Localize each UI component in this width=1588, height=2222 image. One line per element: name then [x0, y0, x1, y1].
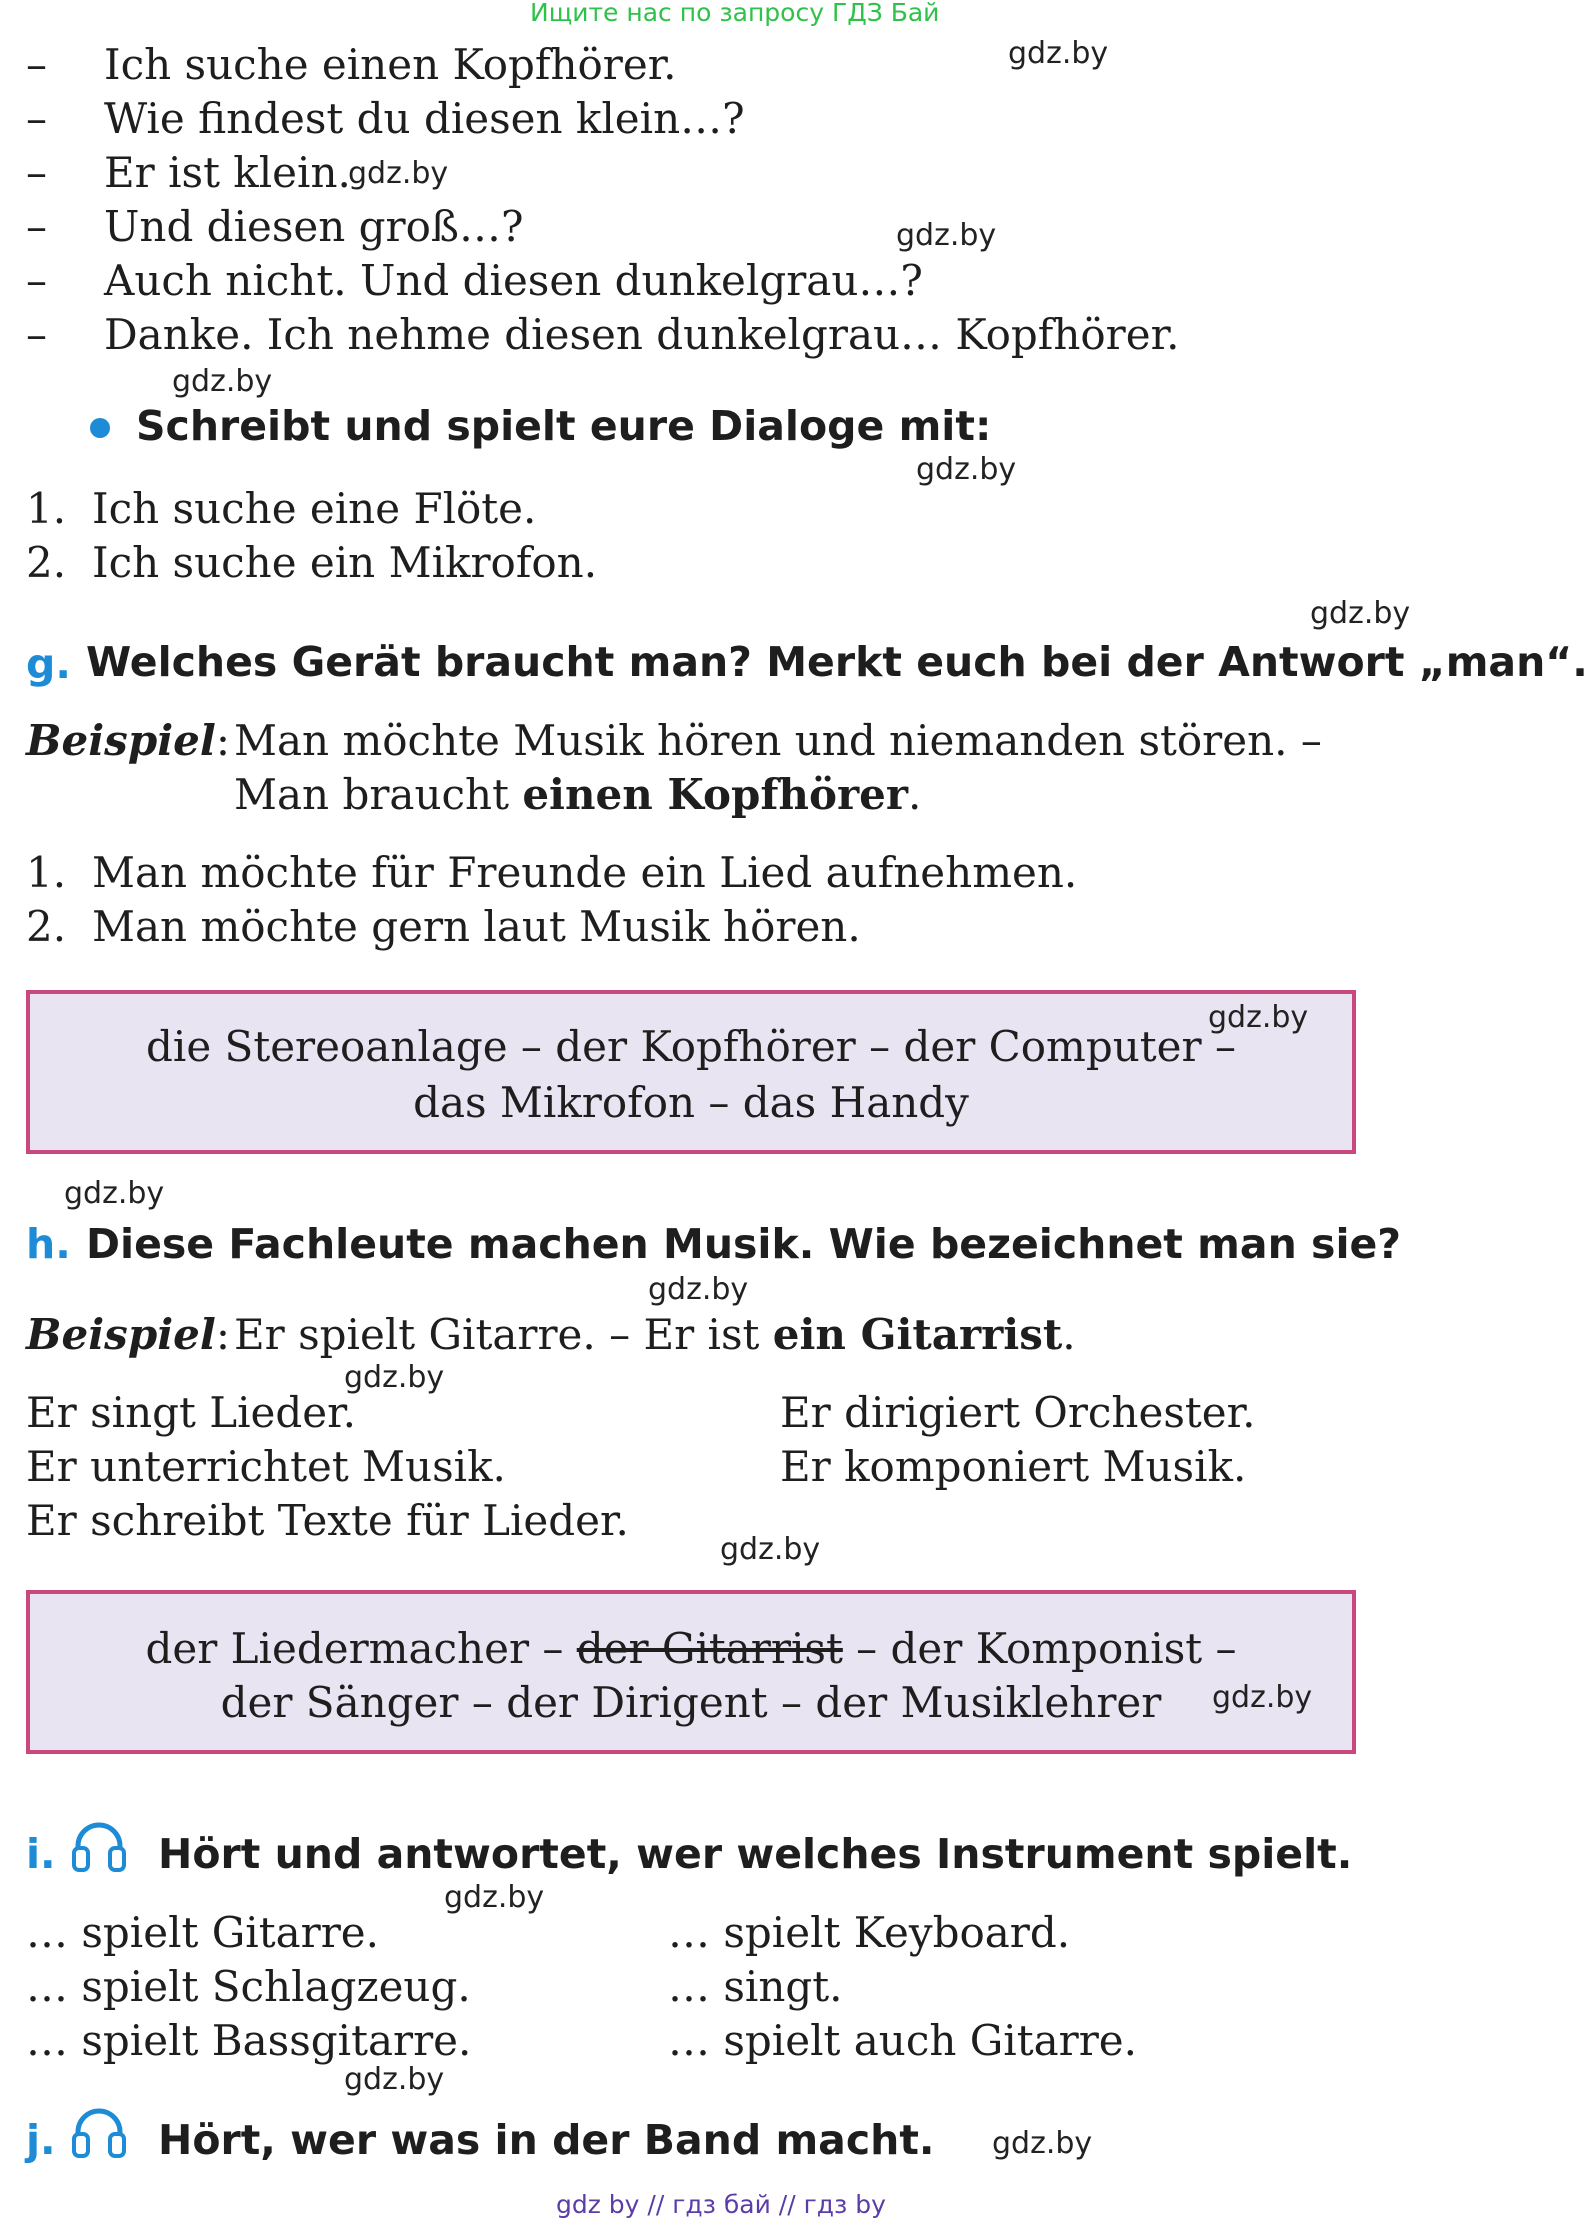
watermark: gdz.by	[172, 364, 273, 399]
example: Beispiel:	[26, 1310, 230, 1359]
word-box-line: die Stereoanlage – der Kopfhörer – der Computer –	[146, 1022, 1236, 1071]
watermark: gdz.by	[344, 1360, 445, 1395]
list-item: 2. Man möchte gern laut Musik hören.	[26, 902, 861, 951]
list-item: 1. Man möchte für Freunde ein Lied aufnehmen.	[26, 848, 1078, 897]
word-box-line: der Liedermacher – der Gitarrist – der Komponist –	[145, 1624, 1237, 1673]
task-heading: Schreibt und spielt eure Dialoge mit:	[136, 402, 992, 450]
list-item: … singt.	[668, 1962, 843, 2011]
watermark: gdz.by	[992, 2126, 1093, 2161]
list-item: … spielt auch Gitarre.	[668, 2016, 1138, 2065]
list-item: … spielt Gitarre.	[26, 1908, 380, 1957]
dialog-line	[26, 202, 524, 251]
section-h-heading: Diese Fachleute machen Musik. Wie bezeichnet man sie?	[86, 1220, 1402, 1268]
watermark: gdz.by	[648, 1272, 749, 1307]
list-item: 2. Ich suche ein Mikrofon.	[26, 538, 598, 587]
watermark: gdz.by	[444, 1880, 545, 1915]
section-i-heading: Hört und antwortet, wer welches Instrument spielt.	[158, 1830, 1353, 1878]
watermark: gdz.by	[916, 452, 1017, 487]
section-j-heading: Hört, wer was in der Band macht.	[158, 2116, 935, 2164]
dialog-text: Und diesen groß…?	[104, 202, 524, 251]
dialog-dash: –	[26, 94, 47, 143]
watermark: gdz.by	[1212, 1680, 1313, 1715]
watermark: gdz.by	[1310, 596, 1411, 631]
example-label: Beispiel	[26, 716, 216, 765]
dialog-line	[26, 94, 745, 143]
section-letter-g: g.	[26, 640, 71, 688]
dialog-dash: –	[26, 256, 47, 305]
list-item: Er unterrichtet Musik.	[26, 1442, 506, 1491]
watermark: gdz.by	[1008, 36, 1109, 71]
word-box-line: das Mikrofon – das Handy	[413, 1078, 969, 1127]
section-letter-j: j.	[26, 2116, 56, 2164]
watermark: gdz.by	[1208, 1000, 1309, 1035]
example-label: Beispiel	[26, 1310, 216, 1359]
dialog-text: Auch nicht. Und diesen dunkelgrau…?	[104, 256, 923, 305]
example-text: Man möchte Musik hören und niemanden stören. –	[234, 716, 1322, 765]
headphones-icon	[70, 2104, 128, 2158]
dialog-line	[26, 148, 351, 197]
dialog-dash: –	[26, 40, 47, 89]
section-letter-h: h.	[26, 1220, 71, 1268]
list-item: … spielt Bassgitarre.	[26, 2016, 472, 2065]
headphones-icon	[70, 1818, 128, 1872]
example: Beispiel:	[26, 716, 230, 765]
list-item: Er komponiert Musik.	[780, 1442, 1247, 1491]
list-item: … spielt Keyboard.	[668, 1908, 1071, 1957]
dialog-line	[26, 310, 1179, 359]
watermark: gdz.by	[344, 2062, 445, 2097]
dialog-dash: –	[26, 202, 47, 251]
section-letter-i: i.	[26, 1830, 56, 1878]
watermark: gdz.by	[896, 218, 997, 253]
list-item: … spielt Schlagzeug.	[26, 1962, 471, 2011]
watermark: gdz.by	[720, 1532, 821, 1567]
list-item: 1. Ich suche eine Flöte.	[26, 484, 537, 533]
dialog-text: Danke. Ich nehme diesen dunkelgrau… Kopfhörer.	[104, 310, 1180, 359]
bullet-dot-icon	[90, 418, 110, 438]
dialog-dash: –	[26, 148, 47, 197]
dialog-text: Er ist klein.	[104, 148, 351, 197]
dialog-text: Ich suche einen Kopfhörer.	[104, 40, 677, 89]
list-item: Er dirigiert Orchester.	[780, 1388, 1256, 1437]
example-text: Er spielt Gitarre. – Er ist ein Gitarrist.	[234, 1310, 1076, 1359]
word-box-line: der Sänger – der Dirigent – der Musiklehrer	[220, 1678, 1162, 1727]
section-g-heading: Welches Gerät braucht man? Merkt euch bei der Antwort „man“.	[86, 638, 1588, 686]
word-box-devices	[26, 990, 1356, 1154]
example-text-2: Man braucht einen Kopfhörer.	[234, 770, 922, 819]
footer-links[interactable]: gdz by // гдз бай // гдз by	[556, 2190, 886, 2219]
top-banner[interactable]: Ищите нас по запросу ГДЗ Бай	[530, 0, 940, 27]
dialog-line	[26, 256, 923, 305]
list-item: Er schreibt Texte für Lieder.	[26, 1496, 629, 1545]
watermark: gdz.by	[64, 1176, 165, 1211]
dialog-line	[26, 40, 677, 89]
dialog-dash: –	[26, 310, 47, 359]
list-item: Er singt Lieder.	[26, 1388, 356, 1437]
watermark: gdz.by	[348, 156, 449, 191]
struck-word: der Gitarrist	[576, 1624, 843, 1673]
dialog-text: Wie findest du diesen klein…?	[104, 94, 745, 143]
word-box-professions	[26, 1590, 1356, 1754]
